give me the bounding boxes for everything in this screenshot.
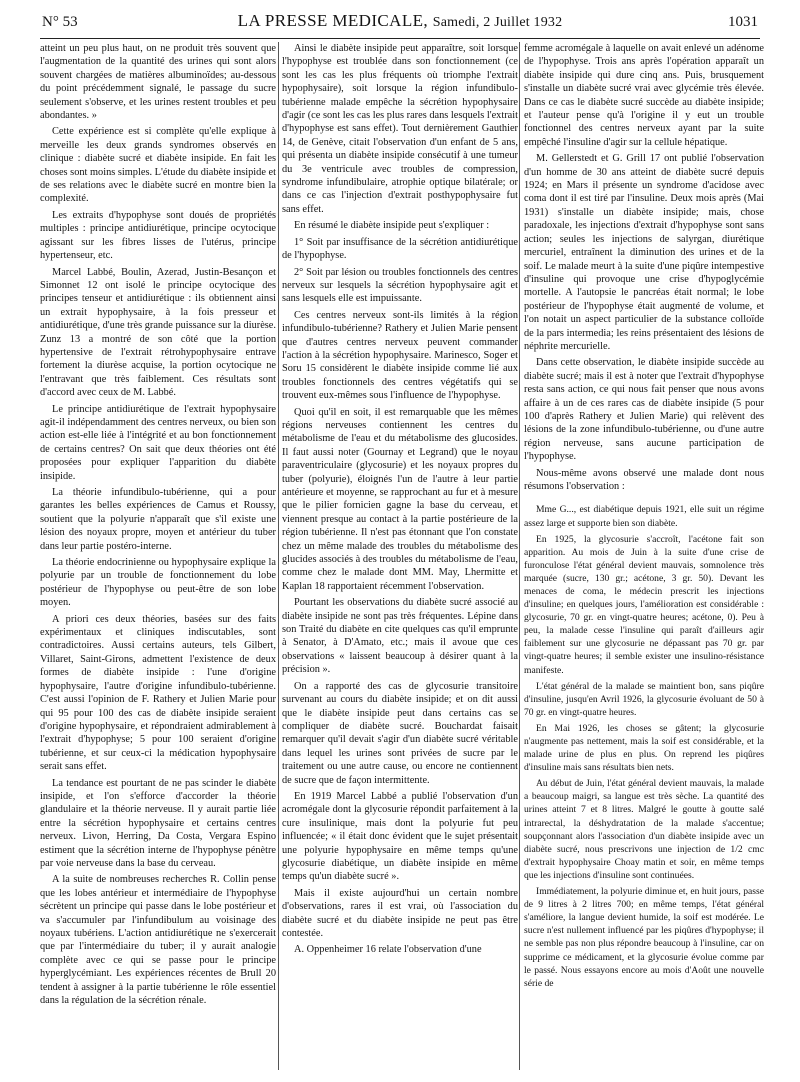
paragraph: femme acromégale à laquelle on avait enlevé un adénome de l'hypophyse. Trois ans après l'opération apparaît un diabète insipide qui dure cinq ans. Puis, brusquement s'installe un diabète sucré vrai avec glycémie très élevée. Dans ce cas le diabète sucré succède au diabète insipide; et l'auteur pense qu'à l'origine il y eut un trouble fonctionnel des centres nerveux ayant par la suite empêché l'insuline d'agir sur la cellule hépatique. [524,43,764,148]
paragraph: A. Oppenheimer 16 relate l'observation d'une [294,944,482,956]
paragraph: En 1919 Marcel Labbé a publié l'observation d'un acromégale dont la glycosurie répondit parfaitement à la cure insulinique, mais dont la polyurie fut peu influencée; « il était donc évident que le sujet présentait une polyurie hypophysaire en même temps qu'une glycosurie diabétique, un diabète insipide en même temps qu'un diabète sucré ». [282,790,518,883]
case-report-paragraph: Immédiatement, la polyurie diminue et, en huit jours, passe de 9 litres à 2 litres 700; en même temps, l'état général s'améliore, la langue devient humide, la soif est modérée. Le sucre n'est nullement influencé par les piqûres d'hypophyse; il ne semble pas non plus répondre beaucoup à l'insuline, car on supprime ce médicament, et la glycosurie évolue comme par le passé. Nous essayons encore au mois d'Août une nouvelle série de [524,886,764,989]
case-report-paragraph: Au début de Juin, l'état général devient mauvais, la malade a beaucoup maigri, sa langue est très sèche. La quantité des urines atteint 7 et 8 litres. Malgré le goutte à goutte salé intrarectal, la déshydratation de la malade s'accentue; soupçonnant alors l'association d'un diabète insipide avec un diabète sucré, nous prescrivons une injection de 1/2 cmc d'extrait hypophysaire Choay matin et soir, en même temps que les injections d'insuline sont continuées. [524,778,764,881]
page-header [40,8,760,39]
column-divider [519,42,520,1070]
paragraph: 1° Soit par insuffisance de la sécrétion antidiurétique de l'hypophyse. [282,236,518,262]
paragraph: En résumé le diabète insipide peut s'expliquer : [294,220,490,232]
paragraph: A priori ces deux théories, basées sur des faits expérimentaux et cliniques indiscutables, sont contradictoires. Aussi certains auteurs, tels Gilbert, Villaret, Saint-Girons, admettent l'existence de deux formes de diabète insipide : l'une d'origine hypophysaire, l'autre d'origine infundibulo-tubérienne. C'est aussi l'opinion de F. Rathery et Julien Marie pour qui 95 pour 100 des cas de diabète insipide seraient d'origine hypophysaire, et répondraient admirablement à l'extrait d'hypophyse; 5 pour 100 seraient d'origine tubérienne, et sur ceux-ci la médication hypophysaire serait sans effet. [40,613,276,773]
issue-date: Samedi, 2 Juillet 1932 [432,15,563,30]
paragraph: Nous-même avons observé une malade dont nous résumons l'observation : [524,467,764,492]
paragraph: M. Gellerstedt et G. Grill 17 ont publié l'observation d'un homme de 30 ans atteint de diabète sucré depuis 1924; en Mars il présente un syndrome d'acidose avec coma dont il est tiré par l'insuline. Deux mois après (Mai 1931) s'installe un diabète insipide; mais, chose paradoxale, les injections d'extrait d'hypophyse sont sans action; seules les injections de salyrgan, diurétique mercuriel, entraînent la diminution des urines et de la soif. Le malade meurt à la suite d'une piqûre intempestive d'insuline qui provoque une crise d'hypoglycémie mortelle. A l'autopsie le pancréas était normal; le lobe postérieur de l'hypophyse était augmenté de volume, et l'on notait un aspect particulier de la substance colloïde de la pars intermedia; les reins présentaient des lésions de néphrite mercurielle. [524,153,764,352]
paragraph: atteint un peu plus haut, on ne produit très souvent que l'augmentation de la quantité des urines qui sont alors souvent chargées de matières albuminoïdes; au-dessous du point précédemment signalé, le passage du sucre seulement s'observe, et les urines restent troubles et peu abondantes. » [40,43,276,122]
paragraph: On a rapporté des cas de glycosurie transitoire survenant au cours du diabète insipide; et on dit aussi que le diabète insipide peut dans certains cas se compliquer de diabète sucré. Bouchardat faisait remarquer qu'il devait s'agir d'un diabète sucré véritable dans lequel les urines sont privées de sucre par le traitement ou une autre cause, ou encore ne contiennent de sucre que de façon intermittente. [282,680,518,786]
column-divider [278,42,279,1070]
column-3 [524,42,764,993]
case-report-paragraph: Mme G..., est diabétique depuis 1921, elle suit un régime assez large et supporte bien son diabète. [524,504,764,529]
paragraph: A la suite de nombreuses recherches R. Collin pense que les lobes antérieur et intermédiaire de l'hypophyse sécrètent un principe qui passe dans le lobe postérieur et va s'accumuler par l'infundibulum au voisinage des noyaux tubériens. L'action antidiurétique ne s'exercerait que par l'intermédiaire du tuber; il y aurait analogie complète avec ce qui se passe pour le principe hyperglycémiant. Les expériences récentes de Brull 20 tendent à assigner à la partie tubérienne le rôle essentiel dans la régulation de la sécrétion rénale. [40,874,276,1007]
page-number: 1031 [728,14,758,30]
column-2 [282,42,518,960]
paragraph: 2° Soit par lésion ou troubles fonctionnels des centres nerveux sur lesquels la sécrétion hypophysaire agit et sans lesquels elle est impuissante. [282,266,518,305]
column-1 [40,42,276,1010]
paragraph: La théorie infundibulo-tubérienne, qui a pour garantes les belles expériences de Camus et Roussy, soutient que la polyurie n'apparaît que s'il existe une lésion des noyaux propre, moyen et antérieur du tuber dans leur partie postéro-interne. [40,487,276,552]
paragraph: Cette expérience est si complète qu'elle explique à merveille les deux grands syndromes observés en clinique : diabète sucré et diabète insipide. En fait les choses sont moins simples. L'étude du diabète insipide et de ses relations avec le diabète sucré en montre bien la complexité. [40,126,276,205]
paragraph: Ainsi le diabète insipide peut apparaître, soit lorsque l'hypophyse est troublée dans son fonctionnement (ce sont les cas les plus fréquents où triomphe l'extrait hypophysaire), soit lorsque la région infundibulo-tubérienne malade empêche la sécrétion hypophysaire d'agir (ce sont les cas les plus rares dans lesquels l'extrait d'hypophyse est sans effet). Tout dernièrement Gauthier 14, de Genève, citait l'observation d'un enfant de 5 ans, qui présenta un diabète insipide consécutif à une tumeur du 3e ventricule avec troubles de compression, syndrome infundibulaire, atrophie optique bilatérale; or dans ce cas l'injection d'extrait posthypophysaire fut sans effet. [282,43,518,215]
paragraph: Dans cette observation, le diabète insipide succède au diabète sucré; mais il est à noter que l'extrait d'hypophyse resta sans action, ce qui nous fait penser que nous avons affaire à un de ces rares cas de diabète insipide (5 pour 100 d'après Rathery et Julien Marie) qui relèvent des lésions de la zone infundibulo-tubérienne, ou d'une autre région nerveuse, sans aucune participation de l'hypophyse. [524,357,764,463]
paragraph: La tendance est pourtant de ne pas scinder le diabète insipide, et l'on s'efforce d'accorder la théorie glandulaire et la théorie nerveuse. Il y aurait partie liée entre la sécrétion hypophysaire et certains centres nerveux. Livon, Herring, Da Costa, Vergara Espino estiment que la sécrétion interne de l'hypophyse pénètre par voie nerveuse dans la base du cerveau. [40,777,276,869]
paragraph: Mais il existe aujourd'hui un certain nombre d'observations, rares il est vrai, où l'association du diabète sucré et du diabète insipide ne peut pas être contestée. [282,887,518,939]
paragraph: Quoi qu'il en soit, il est remarquable que les mêmes régions nerveuses contiennent les centres du métabolisme de l'eau et du métabolisme des glucosides. Il faut aussi noter (Gournay et Legrand) que le noyau paraventriculaire (glycosurie) et les noyaux propres du tuber (polyurie), éloignés l'un de l'autre à leur partie antérieure et moyenne, se rapprochant au fur et à mesure que le pilier fornicien gagne la base du cerveau, et viennent presque au contact à la partie postérieure de la région tubérienne. Il n'est pas étonnant que l'on constate chez un même malade des troubles du métabolisme des glucides associés à des troubles du métabolisme de l'eau, comme chez le malade dont MM. May, Lhermitte et Kaplan 18 rapportaient récemment l'observation. [282,406,518,592]
spacer [524,496,764,503]
case-report-paragraph: En 1925, la glycosurie s'accroît, l'acétone fait son apparition. Au mois de Juin à la suite d'une crise de furonculose l'état général devient mauvais, somnolence très marquée (sucre, 130 gr.; acétone, 3 gr. 50). Devant les menaces de coma, le médecin prescrit les injections d'insuline; en quelques jours, l'amélioration est considérable : glycosurie, 70 gr. en vingt-quatre heures; acétone, 0). Peu à peu, la malade cesse l'insuline qui paraît d'ailleurs agir faiblement sur une glycosurie ne dépassant pas 70 gr. par vingt-quatre heures; il semble exister une insulino-résistance manifeste. [524,533,764,676]
issue-number: N° 53 [42,14,78,30]
paragraph: Pourtant les observations du diabète sucré associé au diabète insipide ne sont pas très fréquentes. Lépine dans son Traité du diabète en cite quelques cas qu'il emprunte à Senator, à D'Amato, etc.; mais il avoue que ces observations « laissent beaucoup à désirer quant à la précision ». [282,597,518,676]
paragraph: Le principe antidiurétique de l'extrait hypophysaire agit-il indépendamment des centres nerveux, ou bien son action est-elle liée à l'intégrité et au bon fonctionnement de certains centres? On sait que deux théories ont été proposées pour expliquer l'apparition du diabète insipide. [40,403,276,482]
journal-title [40,11,760,31]
journal-name: LA PRESSE MEDICALE, [237,11,429,30]
case-report-paragraph: En Mai 1926, les choses se gâtent; la glycosurie n'augmente pas nettement, mais la soif est considérable, et la malade urine de plus en plus. On reprend les piqûres d'insuline mais sans résultats bien nets. [524,722,764,774]
paragraph: Ces centres nerveux sont-ils limités à la région infundibulo-tubérienne? Rathery et Julien Marie pensent que d'autres centres nerveux peuvent commander l'action à la sécrétion hypophysaire. Marinesco, Soger et Soru 15 considèrent le diabète insipide comme lié aux troubles fonctionnels des centres végétatifs qui se trouvent eux-mêmes sous l'influence de l'hypophyse. [282,309,518,402]
case-report-paragraph: L'état général de la malade se maintient bon, sans piqûre d'insuline, jusqu'en Avril 1926, la glycosurie évoluant de 50 à 70 gr. en vingt-quatre heures. [524,680,764,718]
paragraph: La théorie endocrinienne ou hypophysaire explique la polyurie par un trouble de fonctionnement du lobe postérieur de l'hypophyse ou peut-être de son lobe moyen. [40,557,276,609]
paragraph: Marcel Labbé, Boulin, Azerad, Justin-Besançon et Simonnet 12 ont isolé le principe ocytocique des principes tenseur et antidiurétique : ils obtiennent ainsi un extrait hypophysaire, à la fois presseur et antidiurétique, d'une très grande puissance sur la diurèse. Zunz 13 a montré de son côté que la portion hypertensive de l'extrait rétrohypophysaire entrave fortement la diurèse acquise, la portion ocytocique ne l'entravant que très faiblement. Ces résultats sont d'accord avec ceux de M. Labbé. [40,266,276,399]
paragraph: Les extraits d'hypophyse sont doués de propriétés multiples : principe antidiurétique, principe ocytocique agissant sur les fibres lisses de l'utérus, principe hypertenseur, etc. [40,209,276,262]
